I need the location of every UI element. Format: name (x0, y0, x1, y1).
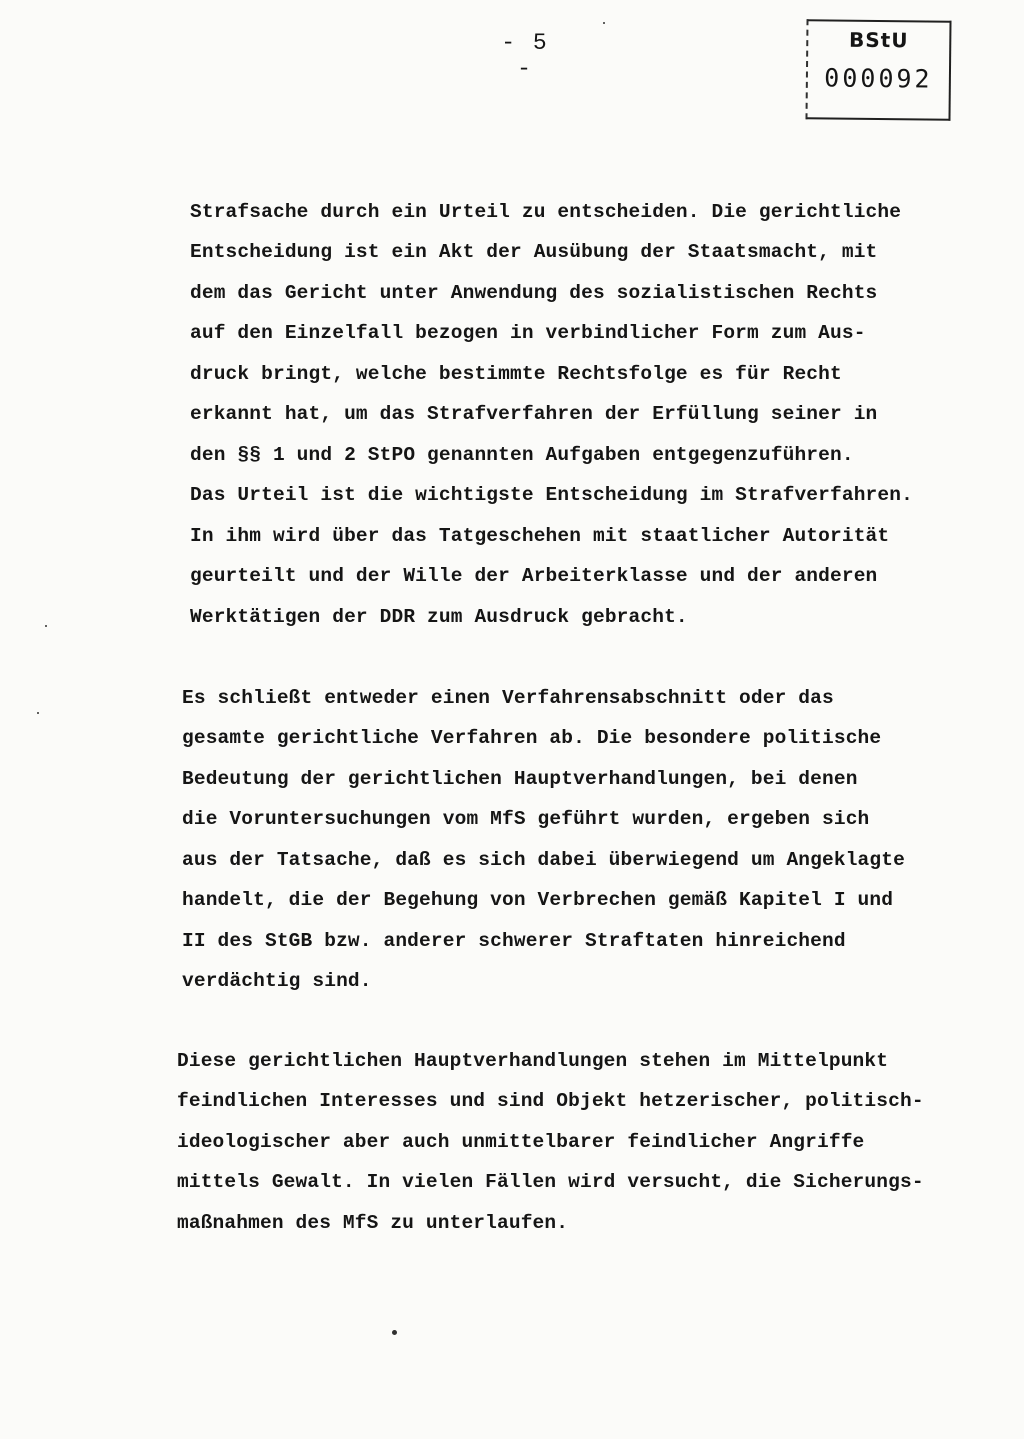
archive-stamp-label: BStU (848, 27, 909, 53)
paragraph-3 (177, 1000, 924, 1284)
text-line: mittels Gewalt. In vielen Fällen wird versucht, die Sicherungs- (177, 1171, 924, 1193)
text-line: Werktätigen der DDR zum Ausdruck gebracht. (190, 605, 688, 628)
text-line: auf den Einzelfall bezogen in verbindlicher Form zum Aus- (190, 322, 866, 344)
text-line: gesamte gerichtliche Verfahren ab. Die besondere politische (182, 727, 882, 749)
text-line: die Voruntersuchungen vom MfS geführt wurden, ergeben sich (182, 808, 870, 830)
paragraph-2 (182, 637, 905, 1042)
text-line: ideologischer aber auch unmittelbarer feindlicher Angriffe (177, 1130, 865, 1153)
archive-stamp (805, 19, 951, 121)
text-line: In ihm wird über das Tatgeschehen mit staatlicher Autorität (190, 524, 890, 547)
text-line: geurteilt und der Wille der Arbeiterklasse und der anderen (190, 565, 878, 587)
text-line: Das Urteil ist die wichtigste Entscheidung im Strafverfahren. (190, 484, 913, 506)
text-line: verdächtig sind. (182, 970, 372, 992)
text-line: dem das Gericht unter Anwendung des sozialistischen Rechts (190, 281, 878, 304)
scan-speck (392, 1330, 397, 1335)
scan-speck (37, 712, 39, 714)
paragraph-1 (190, 151, 913, 678)
text-line: druck bringt, welche bestimmte Rechtsfolge es für Recht (190, 362, 842, 385)
scan-speck (603, 22, 605, 24)
text-line: Strafsache durch ein Urteil zu entscheiden. Die gerichtliche (190, 200, 902, 223)
text-line: aus der Tatsache, daß es sich dabei überwiegend um Angeklagte (182, 848, 905, 871)
text-line: maßnahmen des MfS zu unterlaufen. (177, 1211, 569, 1234)
text-line: den §§ 1 und 2 StPO genannten Aufgaben entgegenzuführen. (190, 443, 854, 466)
archive-stamp-number: 000092 (824, 63, 933, 94)
text-line: handelt, die der Begehung von Verbrechen gemäß Kapitel I und (182, 889, 894, 911)
page-number: - 5 - (501, 30, 549, 82)
text-line: Diese gerichtlichen Hauptverhandlungen stehen im Mittelpunkt (177, 1049, 889, 1072)
text-line: II des StGB bzw. anderer schwerer Straftaten hinreichend (182, 929, 846, 952)
text-line: Entscheidung ist ein Akt der Ausübung der Staatsmacht, mit (190, 241, 878, 263)
scan-speck (45, 625, 47, 627)
text-line: feindlichen Interesses und sind Objekt hetzerischer, politisch- (177, 1090, 924, 1112)
text-line: Es schließt entweder einen Verfahrensabschnitt oder das (182, 686, 834, 709)
text-line: Bedeutung der gerichtlichen Hauptverhandlungen, bei denen (182, 767, 858, 790)
text-line: erkannt hat, um das Strafverfahren der Erfüllung seiner in (190, 403, 878, 425)
